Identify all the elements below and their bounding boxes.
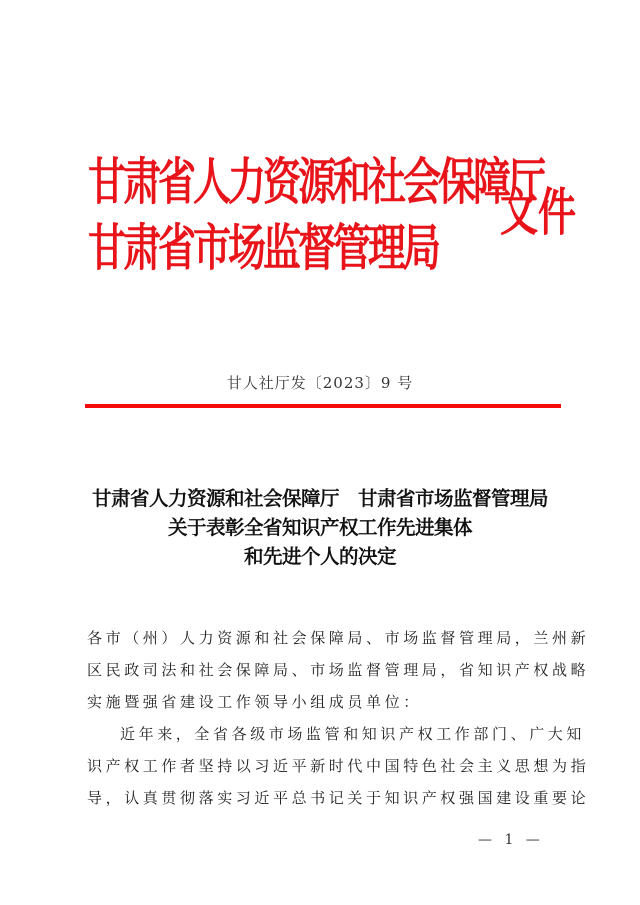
title-line: 甘肃省人力资源和社会保障厅 甘肃省市场监督管理局 [91, 487, 548, 510]
letterhead-suffix: 文件 [500, 181, 577, 243]
paragraph-line: 识产权工作者坚持以习近平新时代中国特色社会主义思想为指 [87, 757, 590, 775]
document-title [0, 484, 640, 571]
red-divider-rule [85, 404, 561, 408]
title-line: 关于表彰全省知识产权工作先进集体 [167, 516, 472, 539]
issuer-name-market-regulation: 甘肃省市场监督管理局 [88, 217, 439, 278]
page-number: — 1 — [478, 832, 544, 848]
addressee-line: 区民政司法和社会保障局、市场监督管理局，省知识产权战略 [87, 661, 590, 679]
red-letterhead [88, 151, 577, 295]
issuer-name-hr-social-security: 甘肃省人力资源和社会保障厅 [88, 151, 544, 212]
document-body [87, 622, 590, 814]
paragraph-line: 近年来，全省各级市场监管和知识产权工作部门、广大知 [120, 725, 586, 743]
addressee-line: 实施暨强省建设工作领导小组成员单位： [87, 693, 422, 711]
document-number: 甘人社厅发〔2023〕9 号 [226, 374, 414, 392]
addressee-line: 各市（州）人力资源和社会保障局、市场监督管理局，兰州新 [87, 629, 590, 647]
title-line: 和先进个人的决定 [243, 545, 396, 568]
paragraph-line: 导，认真贯彻落实习近平总书记关于知识产权强国建设重要论 [87, 789, 590, 807]
